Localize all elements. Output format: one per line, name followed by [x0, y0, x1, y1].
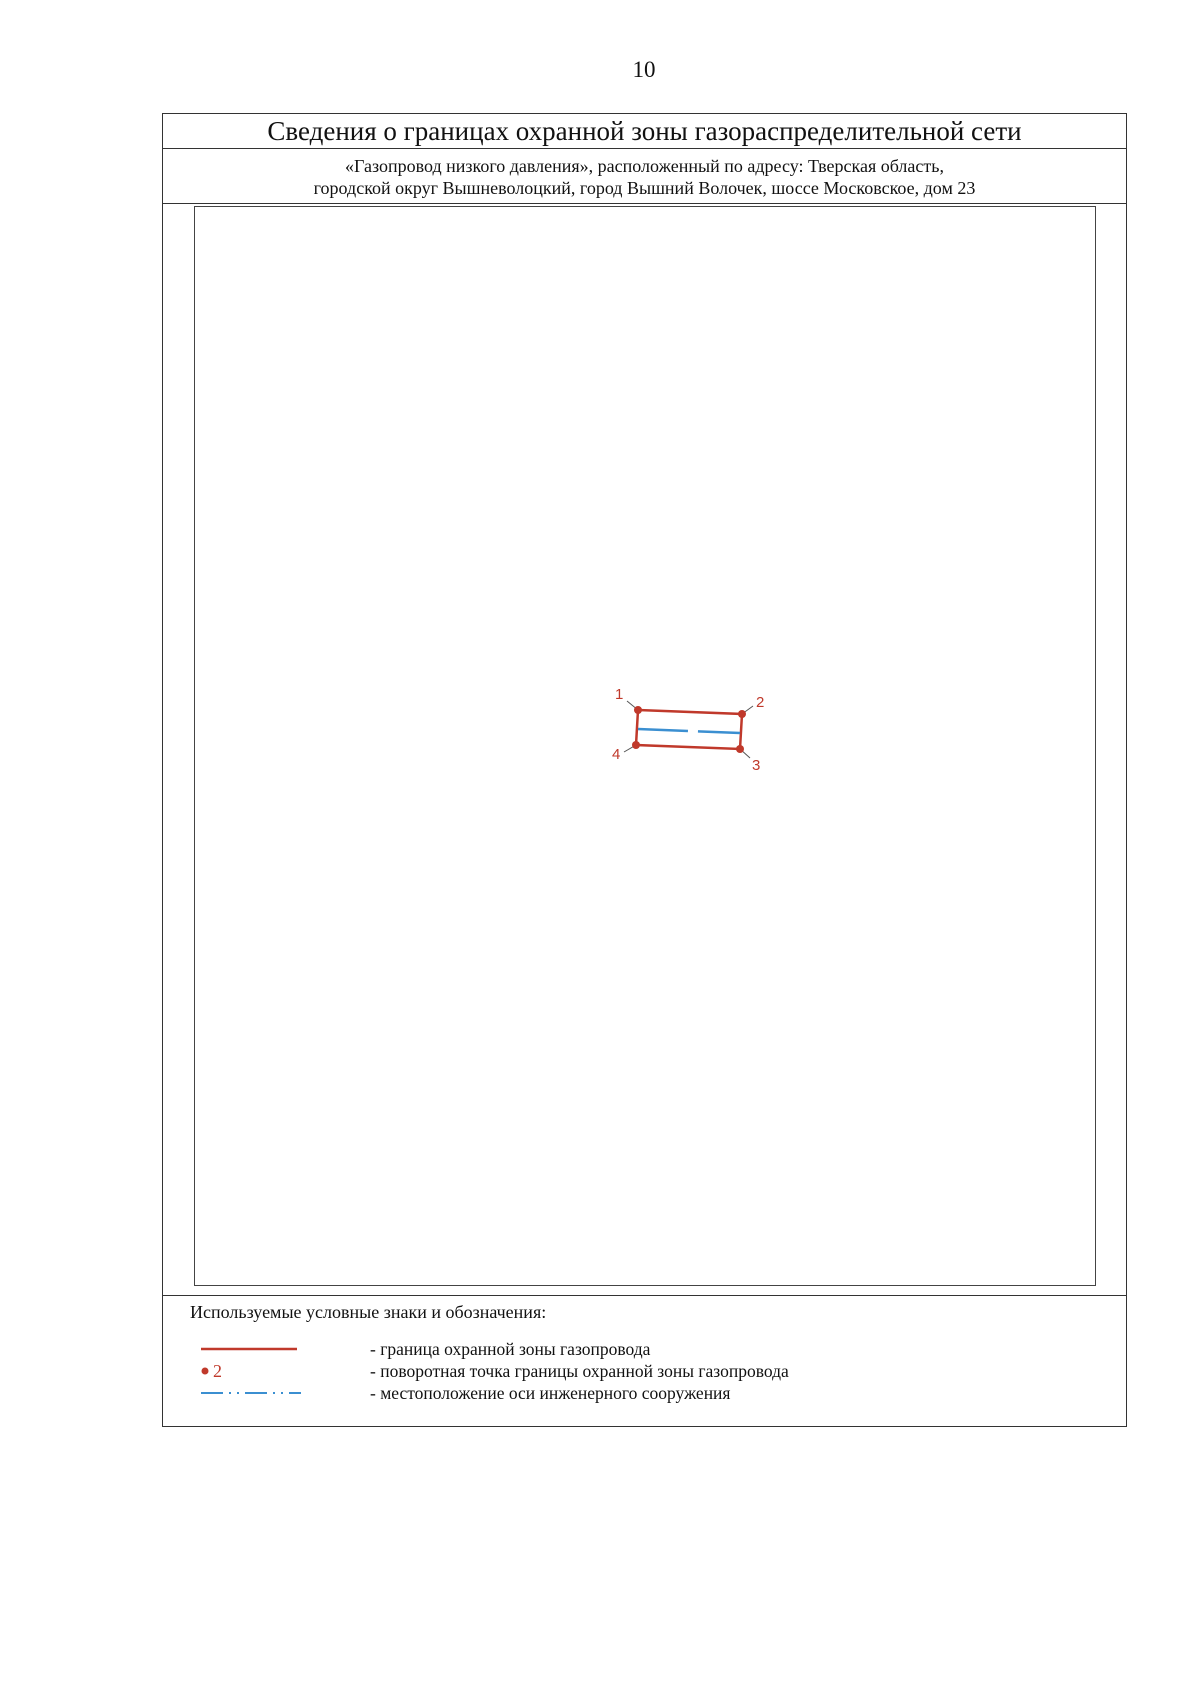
legend-item-boundary	[163, 1338, 1126, 1360]
legend-text-turning-point: - поворотная точка границы охранной зоны газопровода	[370, 1361, 789, 1381]
document-title: Сведения о границах охранной зоны газораспределительной сети	[163, 114, 1126, 149]
subtitle-line-2: городской округ Вышневолоцкий, город Вышний Волочек, шоссе Московское, дом 23	[313, 178, 976, 198]
legend-divider	[163, 1295, 1126, 1296]
red-point-symbol-icon	[201, 1360, 301, 1382]
subtitle-line-1: «Газопровод низкого давления», расположенный по адресу: Тверская область,	[345, 156, 944, 176]
point-label-3: 3	[752, 757, 761, 774]
legend-title: Используемые условные знаки и обозначения:	[190, 1302, 547, 1322]
turning-point-3	[736, 745, 744, 753]
document-sheet	[162, 113, 1127, 1427]
turning-point-4	[632, 741, 640, 749]
legend-text-boundary: - граница охранной зоны газопровода	[370, 1339, 651, 1359]
page-number: 10	[632, 57, 656, 82]
turning-point-2	[738, 710, 746, 718]
map-frame	[194, 206, 1096, 1286]
turning-point-1	[634, 706, 642, 714]
legend-item-turning-point	[163, 1360, 1126, 1382]
blue-dashdot-line-symbol-icon	[201, 1382, 301, 1404]
legend-point-label: 2	[213, 1361, 222, 1381]
document-subtitle	[163, 149, 1126, 204]
map-drawing	[195, 207, 1095, 1285]
structure-axis-line	[638, 729, 740, 733]
red-line-symbol-icon	[201, 1338, 301, 1360]
legend-text-axis: - местоположение оси инженерного сооружения	[370, 1383, 731, 1403]
point-label-2: 2	[756, 694, 765, 711]
legend-item-axis	[163, 1382, 1126, 1404]
point-label-1: 1	[615, 686, 624, 703]
point-label-4: 4	[612, 746, 621, 763]
